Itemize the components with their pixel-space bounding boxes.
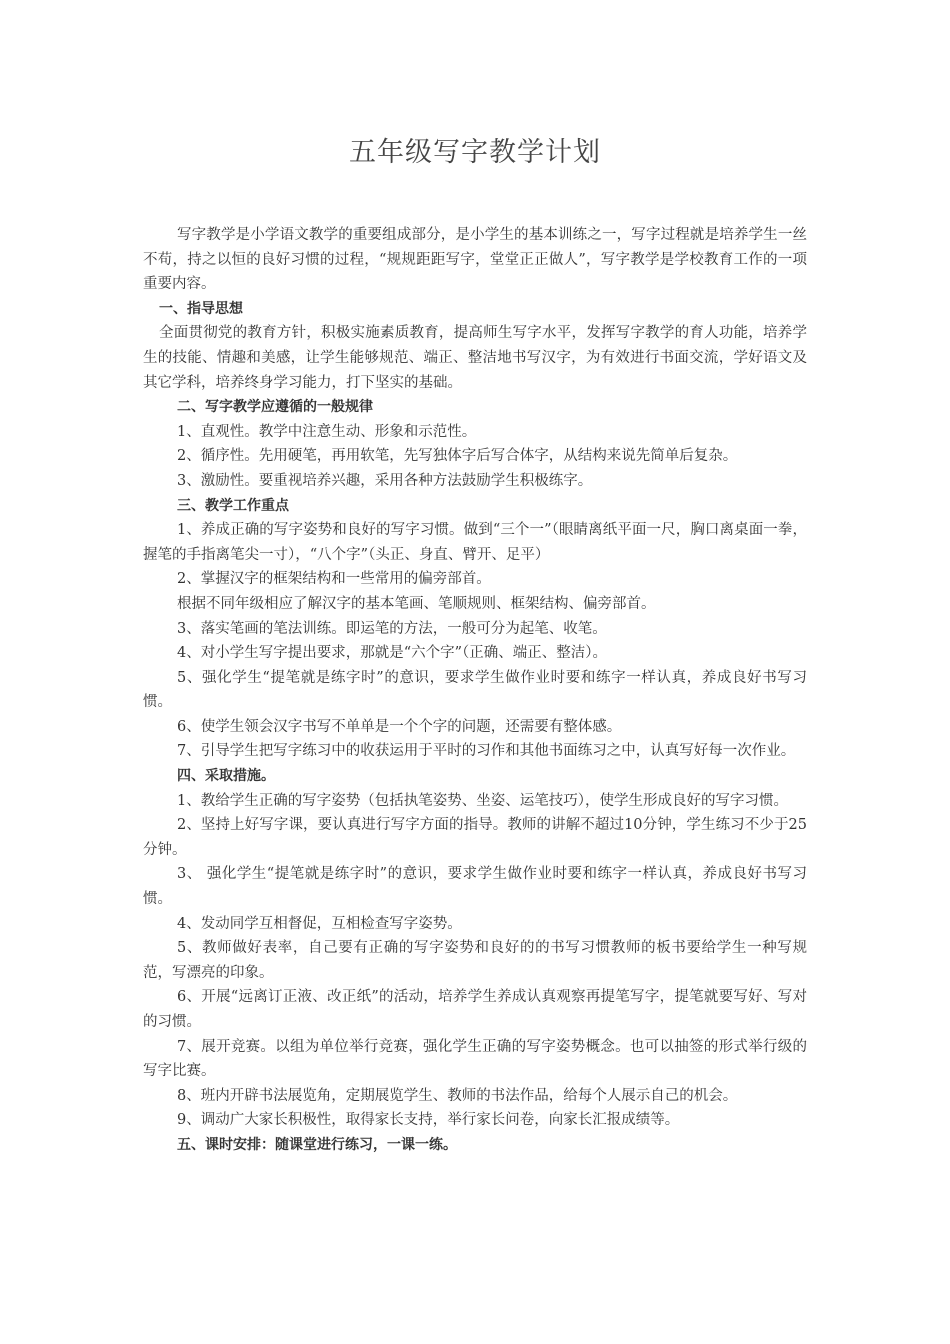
document-body <box>143 223 807 1158</box>
paragraph: 根据不同年级相应了解汉字的基本笔画、笔顺规则、框架结构、偏旁部首。 <box>177 595 656 612</box>
paragraph: 4、发动同学互相督促，互相检查写字姿势。 <box>177 915 462 932</box>
paragraph: 5、强化学生“提笔就是练字时”的意识，要求学生做作业时要和练字一样认真，养成良好书写习惯。 <box>143 669 807 711</box>
paragraph: 6、开展“远离订正液、改正纸”的活动，培养学生养成认真观察再提笔写字，提笔就要写好、写对的习惯。 <box>143 989 807 1030</box>
paragraph: 4、对小学生写字提出要求，那就是“六个字”（正确、端正、整洁）。 <box>177 645 608 662</box>
paragraph: 7、展开竞赛。以组为单位举行竞赛，强化学生正确的写字姿势概念。也可以抽签的形式举行级的写字比赛。 <box>143 1038 807 1080</box>
paragraph: 全面贯彻党的教育方针，积极实施素质教育，提高师生写字水平，发挥写字教学的育人功能，培养学生的技能、情趣和美感，让学生能够规范、端正、整洁地书写汉字，为有效进行书面交流，学好语文及其它学科，培养终身学习能力，打下坚实的基础。 <box>143 325 807 391</box>
section-heading: 二、写字教学应遵循的一般规律 <box>177 399 373 416</box>
paragraph: 8、班内开辟书法展览角，定期展览学生、教师的书法作品，给每个人展示自己的机会。 <box>177 1087 738 1104</box>
paragraph: 1、直观性。教学中注意生动、形象和示范性。 <box>177 423 477 440</box>
section-heading: 一、指导思想 <box>159 300 243 317</box>
paragraph: 3、 强化学生“提笔就是练字时”的意识，要求学生做作业时要和练字一样认真，养成良好书写习惯。 <box>143 866 807 908</box>
paragraph: 2、掌握汉字的框架结构和一些常用的偏旁部首。 <box>177 571 491 588</box>
paragraph: 写字教学是小学语文教学的重要组成部分，是小学生的基本训练之一，写字过程就是培养学生一丝不苟，持之以恒的良好习惯的过程，“规规距距写字，堂堂正正做人”，写字教学是学校教育工作的一项重要内容。 <box>143 227 807 293</box>
paragraph: 3、落实笔画的笔法训练。即运笔的方法，一般可分为起笔、收笔。 <box>177 620 607 637</box>
document-title: 五年级写字教学计划 <box>349 137 601 168</box>
paragraph: 5、教师做好表率，自己要有正确的写字姿势和良好的的书写习惯教师的板书要给学生一种写规范，写漂亮的印象。 <box>143 940 807 981</box>
section-heading: 四、采取措施。 <box>177 768 275 785</box>
paragraph: 7、引导学生把写字练习中的收获运用于平时的习作和其他书面练习之中，认真写好每一次作业。 <box>177 743 796 760</box>
section-heading: 五、课时安排：随课堂进行练习，一课一练。 <box>177 1136 457 1153</box>
paragraph: 2、循序性。先用硬笔，再用软笔，先写独体字后写合体字，从结构来说先简单后复杂。 <box>177 448 738 465</box>
paragraph: 1、养成正确的写字姿势和良好的写字习惯。做到“三个一”（眼睛离纸平面一尺，胸口离桌面一拳，握笔的手指离笔尖一寸），“八个字”（头正、身直、臂开、足平） <box>143 522 807 563</box>
paragraph: 3、激励性。要重视培养兴趣，采用各种方法鼓励学生积极练字。 <box>177 472 593 489</box>
section-heading: 三、教学工作重点 <box>177 497 289 514</box>
paragraph: 1、教给学生正确的写字姿势（包括执笔姿势、坐姿、运笔技巧），使学生形成良好的写字习惯。 <box>177 792 788 809</box>
paragraph: 9、调动广大家长积极性，取得家长支持，举行家长问卷，向家长汇报成绩等。 <box>177 1112 680 1129</box>
paragraph: 6、使学生领会汉字书写不单单是一个个字的问题，还需要有整体感。 <box>177 718 622 735</box>
paragraph: 2、坚持上好写字课，要认真进行写字方面的指导。教师的讲解不超过10分钟，学生练习不少于25分钟。 <box>143 817 807 858</box>
